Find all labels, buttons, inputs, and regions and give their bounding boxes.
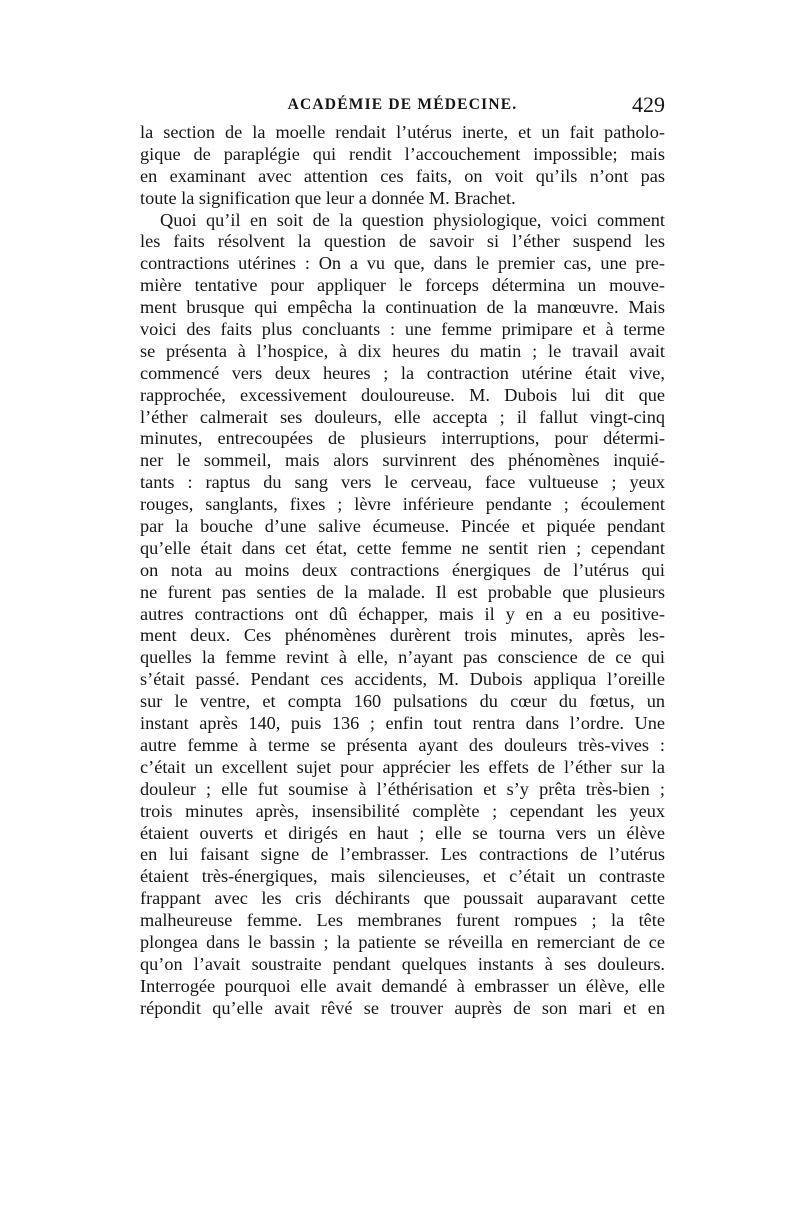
text-line: sur le ventre, et compta 160 pulsations du cœur du fœtus, un: [140, 691, 665, 712]
text-line: trois minutes après, insensibilité complète ; cependant les yeux: [140, 800, 665, 821]
text-line: ment deux. Ces phénomènes durèrent trois minutes, après les-: [140, 625, 665, 646]
text-line: tants : raptus du sang vers le cerveau, face vultueuse ; yeux: [140, 472, 665, 493]
text-line: étaient très-énergiques, mais silencieuses, et c’était un contraste: [140, 866, 665, 887]
text-line: commencé vers deux heures ; la contraction utérine était vive,: [140, 362, 665, 383]
text-line: en examinant avec attention ces faits, on voit qu’ils n’ont pas: [140, 165, 665, 186]
text-line: qu’elle était dans cet état, cette femme ne sentit rien ; cependant: [140, 537, 665, 558]
text-line: autre femme à terme se présenta ayant des douleurs très-vives :: [140, 734, 665, 755]
text-line: malheureuse femme. Les membranes furent rompues ; la tête: [140, 910, 665, 931]
text-line: gique de paraplégie qui rendit l’accouchement impossible; mais: [140, 143, 665, 164]
running-head: [140, 92, 665, 122]
text-line: mière tentative pour appliquer le forceps détermina un mouve-: [140, 275, 665, 296]
text-line: les faits résolvent la question de savoir si l’éther suspend les: [140, 231, 665, 252]
text-line: rapprochée, excessivement douloureuse. M. Dubois lui dit que: [140, 384, 665, 405]
text-line: rouges, sanglants, fixes ; lèvre inférieure pendante ; écoulement: [140, 494, 665, 515]
text-line: toute la signification que leur a donnée M. Brachet.: [140, 187, 516, 208]
text-line: c’était un excellent sujet pour apprécier les effets de l’éther sur la: [140, 756, 665, 777]
text-line: instant après 140, puis 136 ; enfin tout rentra dans l’ordre. Une: [140, 713, 665, 734]
text-line: en lui faisant signe de l’embrasser. Les contractions de l’utérus: [140, 844, 665, 865]
text-line: étaient ouverts et dirigés en haut ; elle se tourna vers un élève: [140, 822, 665, 843]
running-title: ACADÉMIE DE MÉDECINE.: [287, 96, 518, 113]
text-line: qu’on l’avait soustraite pendant quelques instants à ses douleurs.: [140, 953, 665, 974]
text-line: on nota au moins deux contractions énergiques de l’utérus qui: [140, 559, 665, 580]
text-line: ment brusque qui empêcha la continuation de la manœuvre. Mais: [140, 297, 665, 318]
text-line: ne furent pas senties de la malade. Il est probable que plusieurs: [140, 581, 665, 602]
page-number: 429: [632, 92, 665, 117]
text-line: s’était passé. Pendant ces accidents, M. Dubois appliqua l’oreille: [140, 669, 665, 690]
text-line: ner le sommeil, mais alors survinrent des phénomènes inquié-: [140, 450, 665, 471]
text-line: plongea dans le bassin ; la patiente se réveilla en remerciant de ce: [140, 931, 665, 952]
text-line: contractions utérines : On a vu que, dans le premier cas, une pre-: [140, 253, 665, 274]
body-text: [140, 122, 665, 1020]
text-line: Interrogée pourquoi elle avait demandé à embrasser un élève, elle: [140, 975, 665, 996]
text-line: répondit qu’elle avait rêvé se trouver auprès de son mari et en: [140, 997, 665, 1018]
text-line: autres contractions ont dû échapper, mais il y en a eu positive-: [140, 603, 665, 624]
text-line: se présenta à l’hospice, à dix heures du matin ; le travail avait: [140, 340, 665, 361]
text-line: voici des faits plus concluants : une femme primipare et à terme: [140, 319, 665, 340]
text-line: frappant avec les cris déchirants que poussait auparavant cette: [140, 888, 665, 909]
text-line: l’éther calmerait ses douleurs, elle accepta ; il fallut vingt-cinq: [140, 406, 665, 427]
text-line: la section de la moelle rendait l’utérus inerte, et un fait patholo-: [140, 122, 665, 142]
text-line: par la bouche d’une salive écumeuse. Pincée et piquée pendant: [140, 516, 665, 537]
text-line: minutes, entrecoupées de plusieurs interruptions, pour détermi-: [140, 428, 665, 449]
text-line: quelles la femme revint à elle, n’ayant pas conscience de ce qui: [140, 647, 665, 668]
text-line: douleur ; elle fut soumise à l’éthérisation et s’y prêta très-bien ;: [140, 778, 665, 799]
text-line: Quoi qu’il en soit de la question physiologique, voici comment: [160, 209, 665, 230]
